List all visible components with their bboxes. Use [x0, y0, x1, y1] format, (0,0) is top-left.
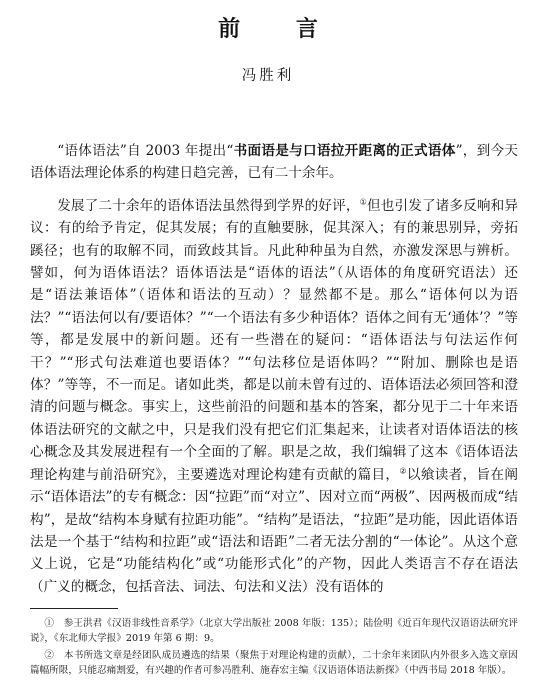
page-title: 前 言 [218, 17, 342, 42]
paragraph-1-text-a: “语体语法”自 2003 年提出“ [57, 143, 234, 159]
footnote-ref-1[interactable]: ① [359, 197, 367, 207]
paragraph-2-text-a: 发展了二十余年的语体语法虽然得到学界的好评， [57, 197, 360, 214]
paragraph-1 [30, 140, 518, 185]
paragraph-2-text-b: 但也引发了诸多反响和异议：有的给予肯定，促其发展；有的直触要脉，促其深入；有的兼思别异，旁拓蹊径；也有的取解不同，而致歧其旨。凡此种种虽为自然，亦激发深思与辨析。譬如，何为语体语法？语体语法是“语体的语法”（从语体的角度研究语法）还是“语法兼语体”（语体和语法的互动）？显然都不是。那么“语体何以为语法？”“语法何以有/要语体？”“一个语法有多少种语体？语体之间有无‘通体’？”等等，都是发展中的新问题。还有一些潜在的疑问：“语体语法与句法运作何干？”“形式句法难道也要语体？”“句法移位是语体吗？”“附加、删除也是语体？”等等，不一而足。诸如此类，都是以前未曾有过的、语体语法必须回答和澄清的问题与概念。事实上，这些前沿的问题和基本的答案，都分见于二十年来语体语法研究的文献之中，只是我们没有把它们汇集起来，让读者对语体语法的核心概念及其发展进程有一个全面的了解。职是之故，我们编辑了这本《语体语法理论构建与前沿研究》，主要遴选对理论构建有贡献的篇目， [30, 197, 519, 483]
paragraph-2-text-c: 以飨读者，旨在阐示“语体语法”的专有概念：因“拉距”而“对立”、因对立而“两极”、因两极而成“结构”，是故“结构本身赋有拉距功能”。“结构”是语法，“拉距”是功能，因此语体语法是一个基于“结构和拉距”或“语法和语距”二者无法分割的“一体论”。从这个意义上说，它是“功能结构化”或“功能形式化”的产物，因此人类语言不存在语法（广义的概念，包括音法、词法、句法和义法）没有语体的 [30, 466, 519, 595]
footnote-ref-2[interactable]: ② [399, 466, 407, 476]
body-text [30, 140, 518, 598]
footnote-1: ① 参王洪君《汉语非线性音系学》（北京大学出版社 2008 年版：135）；陆俭明《近百年现代汉语语法研究评说》，《东北师大学报》2019 年第 6 期：9。 [30, 618, 518, 644]
footnote-divider [30, 608, 118, 609]
paragraph-1-bold-quote: 书面语是与口语拉开距离的正式语体 [233, 143, 456, 159]
paragraph-1-text-b: ”，到今天语体语法理论体系的构建日趋完善，已有二十余年。 [30, 143, 519, 182]
footnotes [30, 616, 518, 678]
footnote-2: ② 本书所选文章是经团队成员遴选的结果（聚焦于对理论构建的贡献），二十余年来团队内外很多入选文章因篇幅所限，只能忍痛割爱，有兴趣的作者可参冯胜利、施春宏主编《汉语语体语法新探》（中西书局 2018 年版）。 [30, 650, 518, 676]
paragraph-2 [30, 195, 518, 598]
author-name: 冯胜利 [241, 68, 295, 84]
